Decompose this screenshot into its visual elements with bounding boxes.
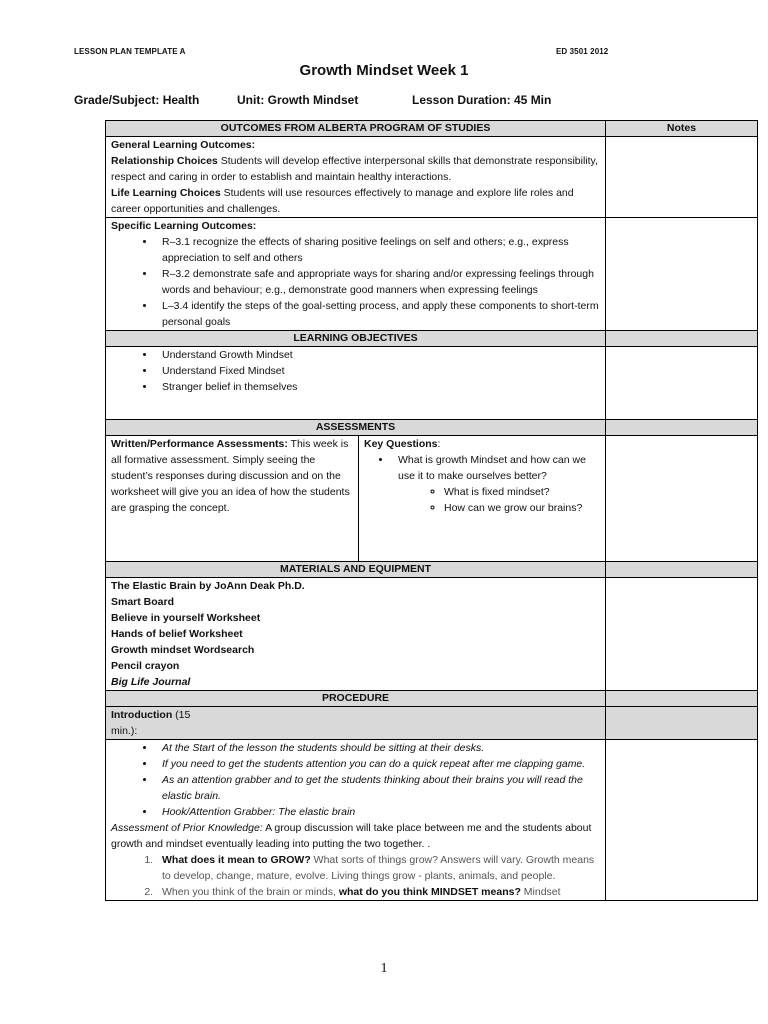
introduction-list: [111, 740, 600, 820]
materials-cell: [106, 578, 606, 691]
question-1-text: What sorts of things grow? Answers will vary. Growth means to develop, change, mature, evolve. Living things grow - plants, animals, and people.: [162, 854, 595, 882]
page-title: Growth Mindset Week 1: [299, 62, 469, 79]
unit: Unit: Growth Mindset: [237, 93, 359, 107]
assessments-heading: ASSESSMENTS: [106, 420, 606, 436]
prior-knowledge: [111, 820, 600, 852]
material-item: Believe in yourself Worksheet: [111, 612, 261, 624]
lesson-plan-table: [105, 120, 758, 901]
list-item: • R–3.2 demonstrate safe and appropriate ways for sharing and/or expressing feelings through words and behaviour; e.g., demonstrate good manners when expressing feelings: [156, 266, 600, 298]
objectives-heading: LEARNING OBJECTIVES: [106, 331, 606, 347]
list-item: • If you need to get the students attention you can do a quick repeat after me clapping game.: [156, 756, 600, 772]
key-subquestions-list: [364, 484, 600, 516]
list-item: ◦ What is fixed mindset?: [444, 484, 600, 500]
list-item: • L–3.4 identify the steps of the goal-setting process, and apply these components to short-term personal goals: [156, 298, 600, 330]
notes-cell: [606, 436, 758, 562]
general-outcomes-title: General Learning Outcomes:: [111, 139, 256, 151]
material-item-italic: Big Life Journal: [111, 676, 191, 688]
list-item: • Understand Growth Mindset: [156, 347, 600, 363]
list-item: • As an attention grabber and to get the students thinking about their brains you will read the elastic brain.: [156, 772, 600, 804]
discussion-questions: [111, 852, 600, 900]
page-number: 1: [380, 961, 388, 976]
introduction-time: (15 min.):: [111, 709, 191, 737]
written-assessment-text: This week is all formative assessment. Simply seeing the student’s responses during discussion and on the worksheet will give you an idea of how the students are grasping the concept.: [111, 438, 350, 514]
material-item: Pencil crayon: [111, 660, 180, 672]
notes-heading-blank: [606, 331, 758, 347]
key-questions-colon: :: [437, 438, 441, 450]
notes-cell: [606, 347, 758, 420]
template-label: LESSON PLAN TEMPLATE A: [74, 47, 186, 56]
question-1-bold: What does it mean to GROW?: [162, 854, 311, 866]
list-item: • R–3.1 recognize the effects of sharing positive feelings on self and others; e.g., express appreciation to self and others: [156, 234, 600, 266]
material-item: The Elastic Brain by JoAnn Deak Ph.D.: [111, 580, 305, 592]
material-item: Hands of belief Worksheet: [111, 628, 243, 640]
objectives-cell: [106, 347, 606, 420]
introduction-cell: [106, 740, 606, 901]
notes-heading-blank: [606, 562, 758, 578]
life-learning-choices: [111, 185, 600, 217]
question-2-text: When you think of the brain or minds,: [162, 886, 339, 898]
list-item: • Understand Fixed Mindset: [156, 363, 600, 379]
notes-cell: [606, 578, 758, 691]
written-assessment-label: Written/Performance Assessments:: [111, 438, 288, 450]
life-text: Students will use resources effectively to manage and explore life roles and career opportunities and challenges.: [111, 187, 574, 215]
key-questions-cell: [359, 436, 606, 562]
notes-cell: [606, 740, 758, 901]
list-item: [156, 884, 600, 900]
material-item: Smart Board: [111, 596, 175, 608]
materials-heading: MATERIALS AND EQUIPMENT: [106, 562, 606, 578]
introduction-row: [106, 707, 606, 740]
course-code: ED 3501 2012: [556, 47, 609, 56]
list-item: [156, 852, 600, 884]
list-item: ◦ How can we grow our brains?: [444, 500, 600, 516]
lesson-duration: Lesson Duration: 45 Min: [412, 93, 552, 107]
grade-subject: Grade/Subject: Health: [74, 93, 200, 107]
key-questions-label: Key Questions: [364, 438, 438, 450]
list-item: • At the Start of the lesson the students should be sitting at their desks.: [156, 740, 600, 756]
notes-cell: [606, 218, 758, 331]
notes-heading-blank: [606, 420, 758, 436]
prior-knowledge-label: Assessment of Prior Knowledge:: [111, 822, 263, 834]
relationship-text: Students will develop effective interpersonal skills that demonstrate responsibility, respect and caring in order to establish and maintain healthy interactions.: [111, 155, 598, 183]
notes-cell: [606, 707, 758, 740]
relationship-choices: [111, 153, 600, 185]
general-outcomes-cell: [106, 137, 606, 218]
written-assessment-cell: [106, 436, 359, 562]
introduction-label: Introduction: [111, 709, 173, 721]
key-questions-title: [364, 436, 600, 452]
list-item: • Stranger belief in themselves: [156, 379, 600, 395]
introduction-title: [111, 707, 201, 739]
life-label: Life Learning Choices: [111, 187, 221, 199]
outcomes-heading: OUTCOMES FROM ALBERTA PROGRAM OF STUDIES: [106, 121, 606, 137]
question-2-tail: Mindset: [520, 886, 561, 898]
notes-heading: Notes: [606, 121, 758, 137]
list-item: • Hook/Attention Grabber: The elastic brain: [156, 804, 600, 820]
specific-outcomes-list: [111, 234, 600, 330]
notes-cell: [606, 137, 758, 218]
relationship-label: Relationship Choices: [111, 155, 218, 167]
objectives-list: [111, 347, 600, 395]
material-item: Growth mindset Wordsearch: [111, 644, 255, 656]
prior-knowledge-text: A group discussion will take place between me and the students about growth and mindset eventually leading into putting the two together. .: [111, 822, 592, 850]
question-2-bold: what do you think MINDSET means?: [338, 886, 521, 898]
list-item: • What is growth Mindset and how can we use it to make ourselves better?: [392, 452, 600, 484]
key-questions-list: [364, 452, 600, 484]
specific-outcomes-cell: [106, 218, 606, 331]
procedure-heading: PROCEDURE: [106, 691, 606, 707]
notes-heading-blank: [606, 691, 758, 707]
specific-outcomes-title: Specific Learning Outcomes:: [111, 220, 257, 232]
